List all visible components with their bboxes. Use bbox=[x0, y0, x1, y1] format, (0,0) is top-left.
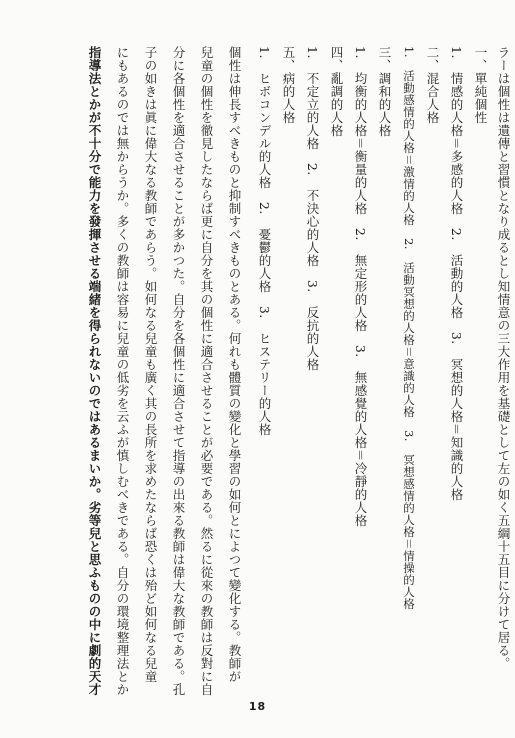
heading-pathological-personality: 五、病的人格 bbox=[281, 46, 296, 124]
paragraph-line-2: 兒童の個性を徹見したならば更に自分を其の個性に適合させることが必要である。然るに從來の教師は反對に自 bbox=[199, 46, 214, 696]
paragraph-line-5: にもあるのでは無からうか。多くの教師は容易に兒童の低劣を云ふが慎しむべきである。自分の環境整理法とか bbox=[115, 46, 130, 696]
paragraph-line-6: 指導法とかが不十分で能力を發揮させる端緒を得られないのではあるまいか。劣等兒と思ふものの中に劇的天才 bbox=[87, 46, 102, 696]
paragraph-line-1: 個性は伸長すべきものと抑制すべきものとある。何れも體質の變化と學習の如何とによつて變化する。教師が bbox=[227, 46, 242, 683]
list-disordered-personality: 1. 不定立的人格 2. 不決心的人格 3. 反抗的人格 bbox=[305, 46, 320, 371]
text-line-intro: ラーは個性は遺傳と習慣となり成るとし知情意の三大作用を基礎として左の如く五綱十五目に分けて居る。 bbox=[496, 46, 511, 670]
heading-simple-personality: 一、單純個性 bbox=[473, 46, 488, 124]
list-simple-personality: 1. 情感的人格＝多感的人格 2. 活動的人格 3. 冥想的人格＝知識的人格 bbox=[449, 46, 464, 501]
heading-disordered-personality: 四、亂調的人格 bbox=[329, 46, 344, 137]
heading-mixed-personality: 二、混合人格 bbox=[425, 46, 440, 124]
paragraph-line-4: 子の如きは眞に偉大なる教師であらう。如何なる兒童も廣く其の長所を求めたならば恐くは殆ど如何なる兒童 bbox=[143, 46, 158, 683]
list-pathological-personality: 1. ヒボコンデル的人格 2. 憂鬱的人格 3. ヒステリー的人格 bbox=[257, 46, 272, 436]
paragraph-line-3: 分に各個性を適合させることが多かつた。自分を各個性に適合させて指導の出來る教師は偉大な教師である。孔 bbox=[171, 46, 186, 696]
heading-harmonious-personality: 三、調和的人格 bbox=[377, 46, 392, 137]
list-harmonious-personality: 1. 均衡的人格＝衡量的人格 2. 無定形的人格 3. 無感覺的人格＝冷靜的人格 bbox=[353, 46, 368, 527]
list-mixed-personality: 1. 活動感情的人格＝激情的人格 2. 活動冥想的人格＝意識的人格 3. 冥想感情的人格＝情操的人格 bbox=[402, 46, 416, 610]
page-number: 18 bbox=[248, 700, 267, 713]
